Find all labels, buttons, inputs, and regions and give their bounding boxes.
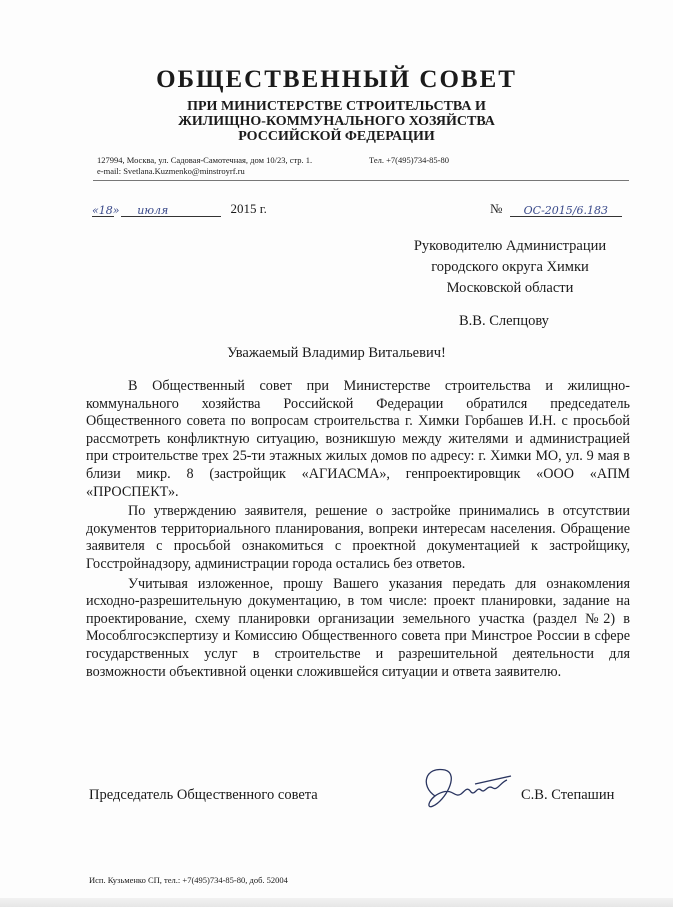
addressee-line-2: городского округа Химки: [431, 259, 589, 275]
number-handwritten: ОС-2015/6.183: [523, 204, 608, 217]
org-subtitle-line-2: ЖИЛИЩНО-КОММУНАЛЬНОГО ХОЗЯЙСТВА: [178, 114, 495, 129]
contact-block: [97, 155, 449, 177]
org-subtitle-line-3: РОССИЙСКОЙ ФЕДЕРАЦИИ: [238, 129, 435, 144]
handwritten-signature: [415, 756, 525, 818]
date-year: 2015 г.: [230, 201, 267, 216]
org-title: ОБЩЕСТВЕННЫЙ СОВЕТ: [156, 66, 517, 93]
body-paragraph-2: По утверждению заявителя, решение о застройке принимались в отсутствии документов территориального планирования, вопреки интересам населения. Обращение заявителя с просьбой ознакомиться с проектной документацией к застройщику, Госстройнадзору, администрации города остались без ответов.: [86, 503, 630, 572]
letter-body: [86, 378, 630, 683]
date-day-handwritten: «18»: [92, 204, 120, 217]
signatory-position: Председатель Общественного совета: [89, 787, 318, 803]
header-divider: [93, 180, 629, 181]
body-paragraph-3: Учитывая изложенное, прошу Вашего указания передать для ознакомления исходно-разрешительную документацию, в том числе: проект планировки, задание на проектирование, схему планировки организации земельного участка (раздел №2) в Мособлгосэкспертизу и Комиссию Общественного совета при Минстрое России в сфере государственных услуг в строительстве и разрешительной деятельности для возможности объективной оценки сложившейся ситуации и ответа заявителю.: [86, 575, 630, 680]
addressee-block: [390, 236, 630, 299]
contact-address: 127994, Москва, ул. Садовая-Самотечная, дом 10/23, стр. 1.: [97, 155, 313, 165]
date-month-handwritten: июля: [137, 204, 169, 217]
letter-number: [490, 201, 622, 217]
letter-date: [92, 201, 267, 217]
addressee-name: В.В. Слепцову: [459, 313, 549, 329]
addressee-line-1: Руководителю Администрации: [413, 238, 607, 254]
signatory-name: С.В. Степашин: [521, 787, 615, 803]
greeting: Уважаемый Владимир Витальевич!: [227, 345, 446, 361]
body-paragraph-1: В Общественный совет при Министерстве строительства и жилищно-коммунального хозяйства Российской Федерации обратился председатель Общественного совета по вопросам строительства г. Химки Горбашев И.Н. с просьбой рассмотреть конфликтную ситуацию, возникшую между жителями и администрацией при строительстве трех 25-ти этажных жилых домов по адресу: г. Химки МО, ул. 9 мая в близи микр. 8 (застройщик «АГИАСМА», генпроектировщик «ООО «АПМ «ПРОСПЕКТ».: [86, 378, 630, 500]
contact-phone: Тел. +7(495)734-85-80: [369, 155, 449, 165]
scan-edge: [0, 898, 673, 907]
executor-note: Исп. Кузьменко СП, тел.: +7(495)734-85-80, доб. 52004: [89, 875, 288, 885]
addressee-line-3: Московской области: [446, 280, 574, 296]
org-subtitle-line-1: ПРИ МИНИСТЕРСТВЕ СТРОИТЕЛЬСТВА И: [187, 99, 486, 114]
contact-email: e-mail: Svetlana.Kuzmenko@minstroyrf.ru: [97, 166, 245, 176]
number-sign: №: [490, 201, 503, 216]
